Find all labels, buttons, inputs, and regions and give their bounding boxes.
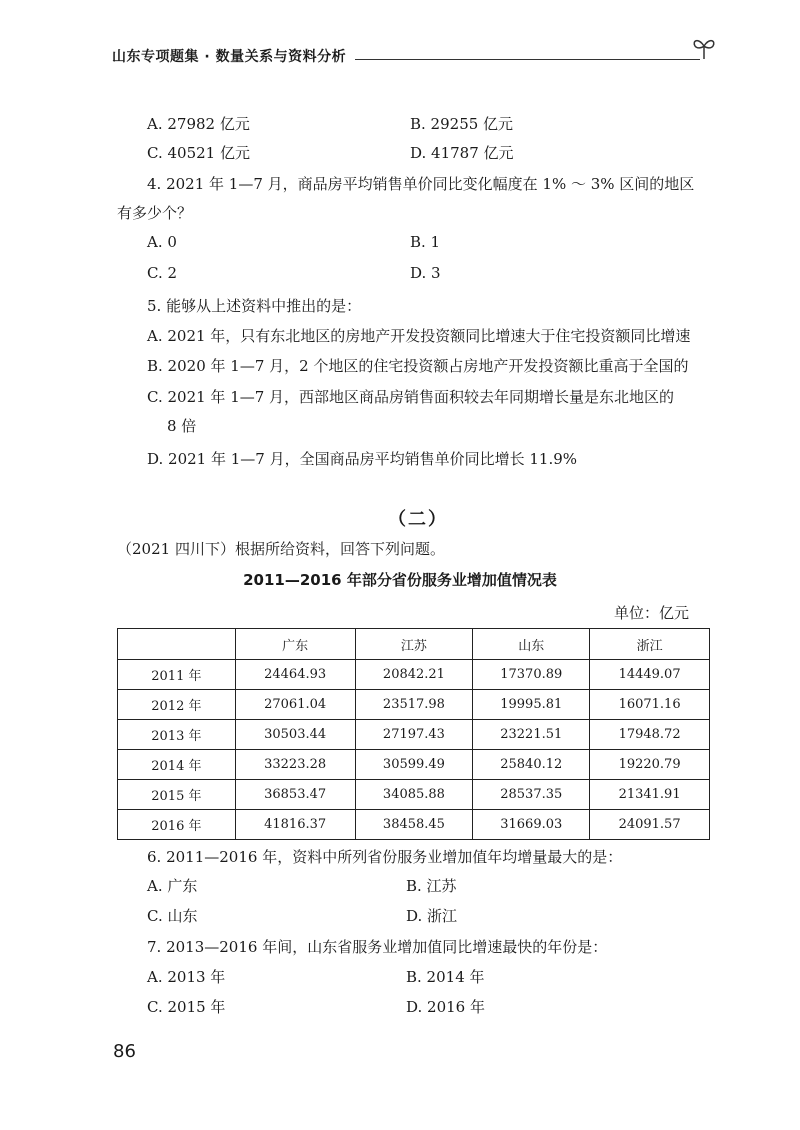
q6-stem: 6. 2011—2016 年，资料中所列省份服务业增加值年均增量最大的是： xyxy=(147,848,623,866)
table-cell: 38458.45 xyxy=(355,810,473,840)
table-cell: 33223.28 xyxy=(235,750,355,780)
q7-option-b: B. 2014 年 xyxy=(406,968,485,986)
q5-option-b: B. 2020 年 1—7 月，2 个地区的住宅投资额占房地产开发投资额比重高于全国的 xyxy=(147,357,689,375)
table-unit: 单位：亿元 xyxy=(614,604,690,622)
table-row xyxy=(118,750,710,780)
q7-stem: 7. 2013—2016 年间，山东省服务业增加值同比增速最快的年份是： xyxy=(147,938,608,956)
table-cell: 30599.49 xyxy=(355,750,473,780)
q3-option-b: B. 29255 亿元 xyxy=(410,115,514,133)
row-year: 2011 年 xyxy=(118,660,236,690)
table-header-row xyxy=(118,629,710,660)
q4-stem-cont: 有多少个？ xyxy=(117,204,193,222)
sprout-icon xyxy=(690,33,718,61)
table-header-zhejiang: 浙江 xyxy=(590,629,710,660)
table-cell: 36853.47 xyxy=(235,780,355,810)
q5-option-c: C. 2021 年 1—7 月，西部地区商品房销售面积较去年同期增长量是东北地区的 xyxy=(147,388,675,406)
header-rule xyxy=(355,59,700,60)
q6-option-d: D. 浙江 xyxy=(406,907,458,925)
table-cell: 25840.12 xyxy=(473,750,590,780)
service-industry-table xyxy=(117,628,710,840)
table-cell: 28537.35 xyxy=(473,780,590,810)
q4-option-d: D. 3 xyxy=(410,264,441,282)
table-header-guangdong: 广东 xyxy=(235,629,355,660)
row-year: 2013 年 xyxy=(118,720,236,750)
table-header-jiangsu: 江苏 xyxy=(355,629,473,660)
q4-option-c: C. 2 xyxy=(147,264,178,282)
table-cell: 34085.88 xyxy=(355,780,473,810)
row-year: 2016 年 xyxy=(118,810,236,840)
table-cell: 21341.91 xyxy=(590,780,710,810)
table-cell: 23221.51 xyxy=(473,720,590,750)
table-cell: 23517.98 xyxy=(355,690,473,720)
q6-option-c: C. 山东 xyxy=(147,907,198,925)
q7-option-c: C. 2015 年 xyxy=(147,998,226,1016)
table-title: 2011—2016 年部分省份服务业增加值情况表 xyxy=(243,571,557,589)
table-cell: 16071.16 xyxy=(590,690,710,720)
table-cell: 31669.03 xyxy=(473,810,590,840)
table-row xyxy=(118,780,710,810)
table-cell: 20842.21 xyxy=(355,660,473,690)
row-year: 2015 年 xyxy=(118,780,236,810)
q6-option-a: A. 广东 xyxy=(147,877,198,895)
table-row xyxy=(118,720,710,750)
q4-stem: 4. 2021 年 1—7 月，商品房平均销售单价同比变化幅度在 1% ～ 3% 区间的地区 xyxy=(147,175,695,193)
table-cell: 30503.44 xyxy=(235,720,355,750)
q3-option-c: C. 40521 亿元 xyxy=(147,144,250,162)
q5-option-d: D. 2021 年 1—7 月，全国商品房平均销售单价同比增长 11.9% xyxy=(147,450,578,468)
q4-option-b: B. 1 xyxy=(410,233,441,251)
q5-option-c-cont: 8 倍 xyxy=(167,417,197,435)
q4-option-a: A. 0 xyxy=(147,233,177,251)
q3-option-a: A. 27982 亿元 xyxy=(147,115,250,133)
table-cell: 24091.57 xyxy=(590,810,710,840)
q5-option-a: A. 2021 年，只有东北地区的房地产开发投资额同比增速大于住宅投资额同比增速 xyxy=(147,327,691,345)
page-number: 86 xyxy=(113,1041,136,1062)
q5-stem: 5. 能够从上述资料中推出的是： xyxy=(147,297,362,315)
table-row xyxy=(118,810,710,840)
row-year: 2014 年 xyxy=(118,750,236,780)
q7-option-d: D. 2016 年 xyxy=(406,998,485,1016)
q7-option-a: A. 2013 年 xyxy=(147,968,226,986)
section-intro: （2021 四川下）根据所给资料，回答下列问题。 xyxy=(117,540,445,558)
section-title: （二） xyxy=(388,509,448,530)
table-row xyxy=(118,690,710,720)
running-header: 山东专项题集 · 数量关系与资料分析 xyxy=(112,49,347,65)
table-cell: 19995.81 xyxy=(473,690,590,720)
table-row xyxy=(118,660,710,690)
table-cell: 41816.37 xyxy=(235,810,355,840)
table-cell: 14449.07 xyxy=(590,660,710,690)
table-cell: 17370.89 xyxy=(473,660,590,690)
table-header-corner xyxy=(118,629,236,660)
table-header-shandong: 山东 xyxy=(473,629,590,660)
q6-option-b: B. 江苏 xyxy=(406,877,457,895)
table-cell: 27061.04 xyxy=(235,690,355,720)
table-cell: 27197.43 xyxy=(355,720,473,750)
table-cell: 17948.72 xyxy=(590,720,710,750)
table-cell: 24464.93 xyxy=(235,660,355,690)
row-year: 2012 年 xyxy=(118,690,236,720)
q3-option-d: D. 41787 亿元 xyxy=(410,144,514,162)
table-cell: 19220.79 xyxy=(590,750,710,780)
